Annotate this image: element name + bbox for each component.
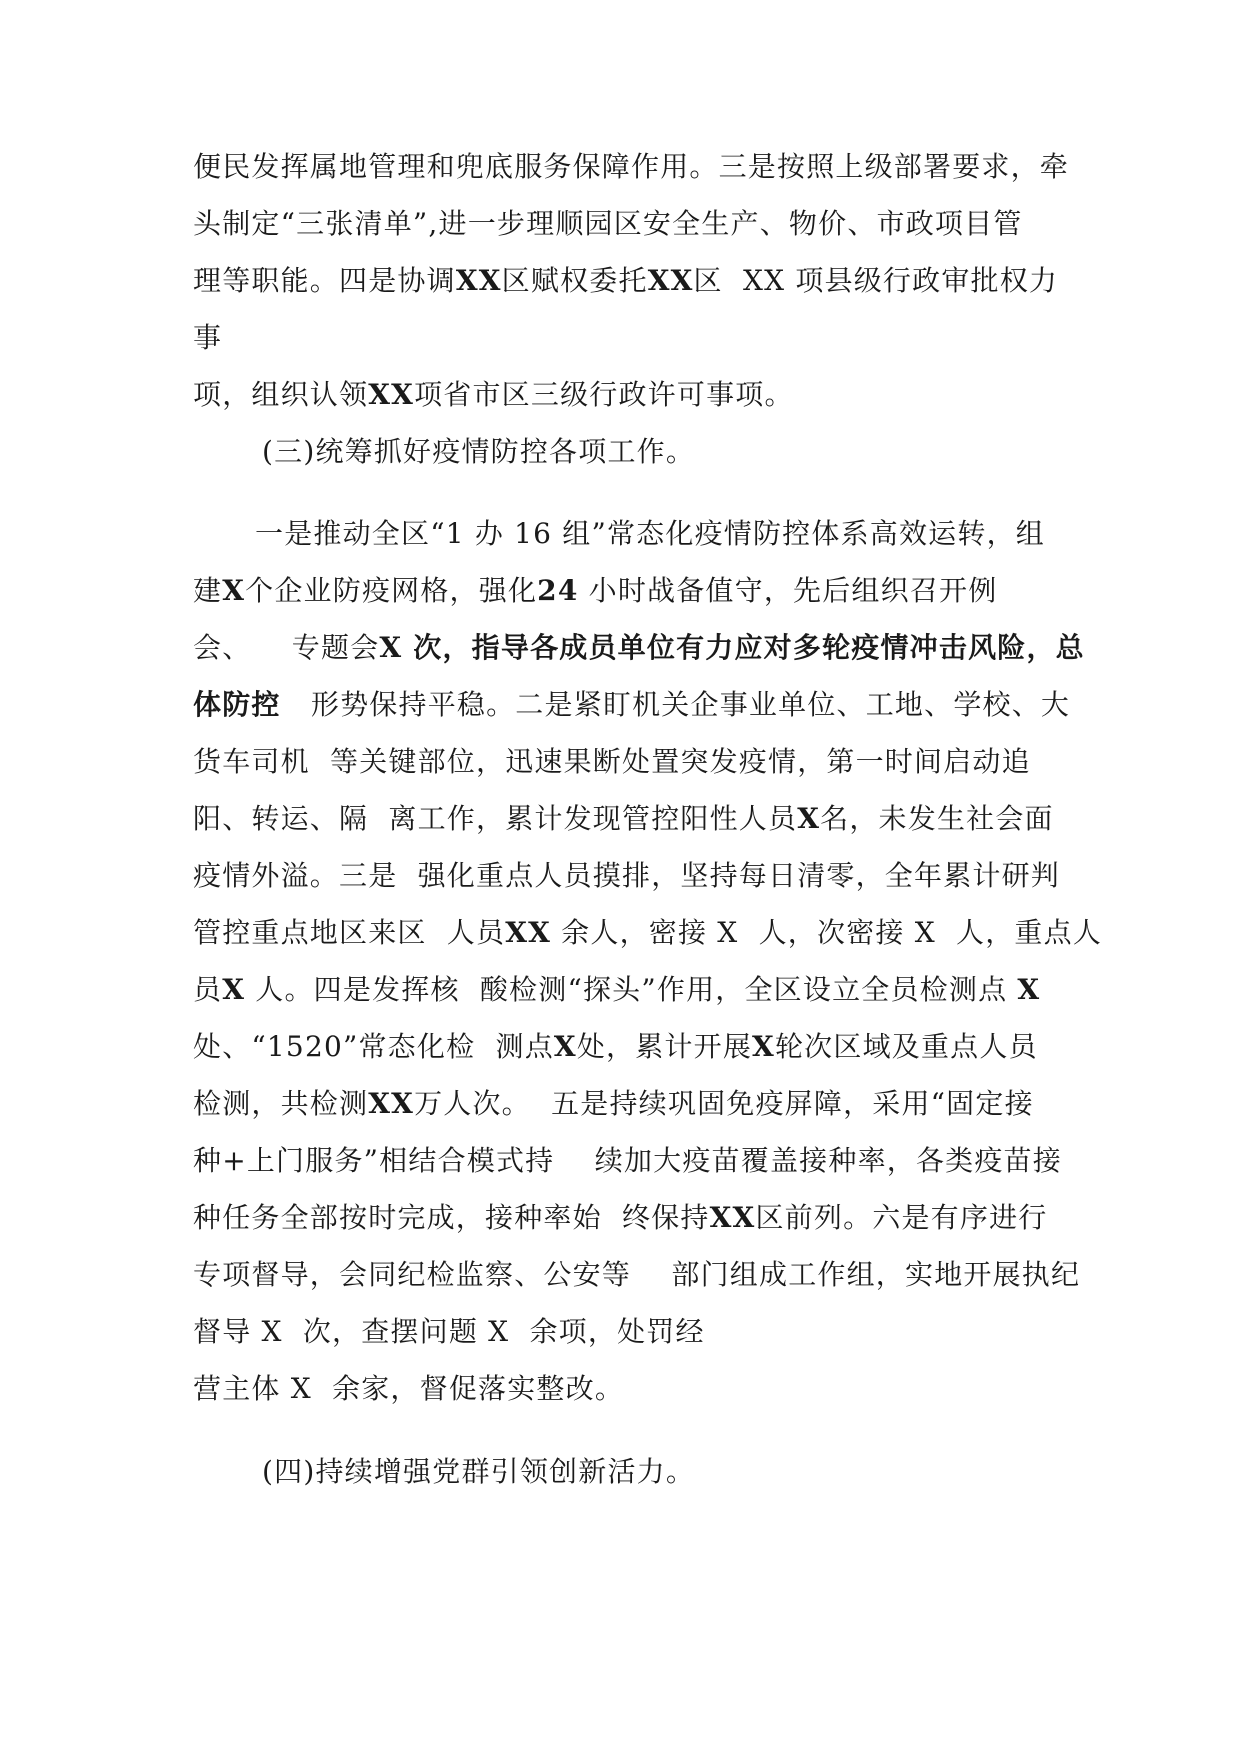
paragraph-line [193, 628, 1085, 668]
paragraph-line [193, 1027, 1038, 1067]
text-run: 区前列。六是有序进行 [755, 1201, 1048, 1234]
paragraph-line [193, 742, 1031, 782]
text-run: 理等职能。四是协调 [193, 264, 456, 297]
bold-text: XX [709, 1201, 756, 1234]
paragraph-line [255, 514, 1045, 554]
text-run: 便民发挥属地管理和兜底服务保障作用。三是按照上级部署要求，牵 [193, 150, 1070, 183]
text-run: 个企业防疫网格，强化 [245, 574, 538, 607]
text-run: 小时战备值守，先后组织召开例 [578, 574, 998, 607]
bold-text: XX [368, 378, 415, 411]
bold-text: XX [368, 1087, 415, 1120]
text-run: 专项督导，会同纪检监察、公安等 部门组成工作组，实地开展执纪 [193, 1258, 1081, 1291]
paragraph-line [193, 1084, 1034, 1124]
paragraph-line [193, 261, 1058, 301]
paragraph-line [193, 1255, 1080, 1295]
paragraph-line [193, 913, 1102, 953]
paragraph-line [193, 375, 794, 415]
paragraph-line [193, 1141, 1062, 1181]
text-run: 管控重点地区来区 人员 [193, 916, 506, 949]
text-run: 名，未发生社会面 [820, 802, 1054, 835]
text-run: 督导 X 次，查摆问题 X 余项，处罚经 [193, 1315, 705, 1348]
bold-text: 24 [537, 574, 579, 607]
bold-text: 体防控 [193, 688, 281, 721]
bold-text: X [1017, 973, 1041, 1006]
text-run: 检测，共检测 [193, 1087, 369, 1120]
text-run: 一是推动全区“1 办 16 组”常态化疫情防控体系高效运转，组 [255, 517, 1045, 550]
text-run: 营主体 X 余家，督促落实整改。 [193, 1372, 625, 1405]
paragraph-line [193, 571, 997, 611]
paragraph-line [193, 1369, 624, 1409]
text-run: 项省市区三级行政许可事项。 [414, 378, 794, 411]
bold-text: XX [505, 916, 552, 949]
paragraph-line [193, 147, 1069, 187]
paragraph-line [193, 685, 1070, 725]
text-run: 货车司机 等关键部位，迅速果断处置突发疫情，第一时间启动追 [193, 745, 1031, 778]
text-run: 种+上门服务”相结合模式持 续加大疫苗覆盖接种率，各类疫苗接 [193, 1144, 1062, 1177]
bold-text: X [553, 1030, 577, 1063]
text-run: 项，组织认领 [193, 378, 369, 411]
text-run: (四)持续增强党群引领创新活力。 [262, 1455, 696, 1488]
text-run: (三)统筹抓好疫情防控各项工作。 [262, 435, 696, 468]
text-run: 人。四是发挥核 酸检测“探头”作用，全区设立全员检测点 [245, 973, 1018, 1006]
text-run: 余人，密接 X 人，次密接 X 人，重点人 [551, 916, 1103, 949]
section-heading-3 [262, 432, 695, 472]
text-run: 疫情外溢。三是 强化重点人员摸排，坚持每日清零，全年累计研判 [193, 859, 1061, 892]
text-run: 处，累计开展 [576, 1030, 753, 1063]
paragraph-line [193, 856, 1060, 896]
text-run: 员 [193, 973, 223, 1006]
text-run: 区赋权委托 [501, 264, 648, 297]
paragraph-line [193, 204, 1023, 244]
bold-text: X [797, 802, 821, 835]
paragraph-line [193, 1198, 1047, 1238]
text-run: 种任务全部按时完成，接种率始 终保持 [193, 1201, 710, 1234]
text-run: 阳、转运、隔 离工作，累计发现管控阳性人员 [193, 802, 798, 835]
bold-text: XX [647, 264, 694, 297]
text-run: 区 XX 项县级行政审批权力 [693, 264, 1059, 297]
paragraph-line [193, 318, 222, 358]
text-run: 万人次。 五是持续巩固免疫屏障，采用“固定接 [414, 1087, 1034, 1120]
bold-text: X 次，指导各成员单位有力应对多轮疫情冲击风险，总 [379, 631, 1085, 664]
section-heading-4 [262, 1452, 695, 1492]
paragraph-line [193, 799, 1054, 839]
text-run: 轮次区域及重点人员 [774, 1030, 1038, 1063]
bold-text: X [752, 1030, 775, 1063]
paragraph-line [193, 1312, 705, 1352]
bold-text: X [222, 574, 246, 607]
text-run: 处、“1520”常态化检 测点 [193, 1030, 554, 1063]
text-run: 头制定“三张清单”,进一步理顺园区安全生产、物价、市政项目管 [193, 207, 1023, 240]
text-run: 建 [193, 574, 223, 607]
bold-text: XX [455, 264, 502, 297]
text-run: 形势保持平稳。二是紧盯机关企事业单位、工地、学校、大 [280, 688, 1071, 721]
text-run: 会、 专题会 [193, 631, 380, 664]
paragraph-line [193, 970, 1040, 1010]
bold-text: X [222, 973, 246, 1006]
text-run: 事 [193, 321, 223, 354]
